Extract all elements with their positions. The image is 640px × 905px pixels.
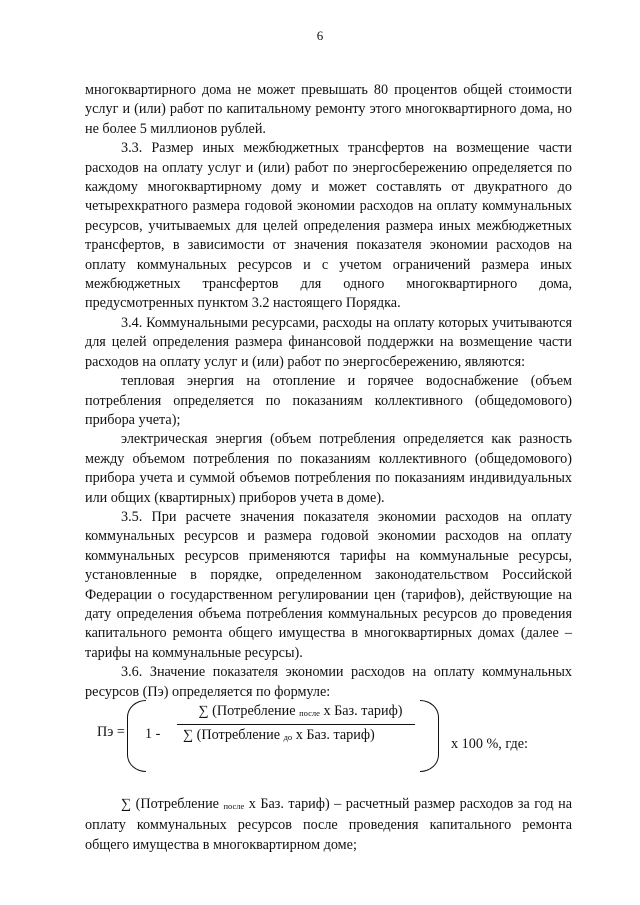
formula-numerator bbox=[183, 703, 418, 720]
page-number: 6 bbox=[316, 28, 324, 43]
list-item-heat: тепловая энергия на отопление и горячее водоснабжение (объем потребления определяется по показаниям коллективного (общедомового) прибора учета); bbox=[85, 373, 572, 428]
document-body bbox=[85, 81, 572, 702]
denominator-pre: ∑ (Потребление bbox=[183, 727, 281, 743]
paragraph-3-6: 3.6. Значение показателя экономии расходов на оплату коммунальных ресурсов (Пэ) определяется по формуле: bbox=[85, 664, 572, 700]
paragraph-continuation: многоквартирного дома не может превышать 80 процентов общей стоимости услуг и (или) работ по капитальному ремонту этого многоквартирного дома, но не более 5 миллионов рублей. bbox=[85, 82, 572, 137]
denominator-post: х Баз. тариф) bbox=[295, 727, 375, 743]
definition-pre: ∑ (Потребление bbox=[121, 796, 219, 812]
list-item-electricity: электрическая энергия (объем потребления определяется как разность между объемом потребления по показаниям коллективного (общедомового) прибора учета и суммой объемов потребления по показаниям индивидуальных или общих (квартирных) приборов учета в доме). bbox=[85, 431, 572, 506]
formula-lhs: Пэ = bbox=[97, 724, 125, 740]
formula-left-paren bbox=[127, 700, 146, 772]
numerator-post: х Баз. тариф) bbox=[323, 703, 403, 719]
formula-denominator bbox=[183, 726, 413, 747]
numerator-sub: после bbox=[299, 708, 320, 718]
paragraph-3-4: 3.4. Коммунальными ресурсами, расходы на оплату которых учитываются для целей определения размера финансовой поддержки на возмещение части расходов на оплату услуг и (или) работ по энергосбережению, являются: bbox=[85, 314, 572, 370]
numerator-pre: ∑ (Потребление bbox=[198, 703, 296, 719]
denominator-sub: до bbox=[283, 732, 293, 742]
paragraph-3-5: 3.5. При расчете значения показателя экономии расходов на оплату коммунальных ресурсов и размера годовой экономии расходов на оплату коммунальных ресурсов применяются тарифы на коммунальные ресурсы, установленные в порядке, определенном законодательством Российской Федерации о государственном регулировании цен (тарифов), действующие на дату определения объема потребления коммунальных ресурсов до проведения капитального ремонта общего имущества в многоквартирных домах (далее – тарифы на коммунальные ресурсы). bbox=[85, 508, 572, 661]
definition-sub: после bbox=[223, 801, 245, 811]
formula-one-minus: 1 - bbox=[145, 726, 161, 742]
paragraph-3-3: 3.3. Размер иных межбюджетных трансфертов на возмещение части расходов на оплату услуг и (или) работ по энергосбережению определяется по каждому многоквартирному дому и может составлять от двукратного до четырехкратного размера годовой экономии расходов на оплату коммунальных ресурсов, учитываемых для целей определения размера иных межбюджетных трансфертов, в зависимости от значения показателя экономии расходов на оплату коммунальных ресурсов и с учетом ограничений размера иных межбюджетных трансфертов для одного многоквартирного дома, предусмотренных пунктом 3.2 настоящего Порядка. bbox=[85, 140, 572, 312]
formula bbox=[85, 700, 572, 772]
formula-tail: х 100 %, где: bbox=[451, 736, 528, 752]
formula-right-paren bbox=[420, 700, 439, 772]
fraction-bar bbox=[177, 724, 415, 725]
definition-block bbox=[85, 795, 572, 855]
definition-paragraph bbox=[85, 795, 572, 855]
definition-post: х Баз. тариф) – расчетный размер расходов за год на оплату коммунальных ресурсов после проведения капитального ремонта общего имущества в многоквартирном доме; bbox=[85, 796, 572, 853]
